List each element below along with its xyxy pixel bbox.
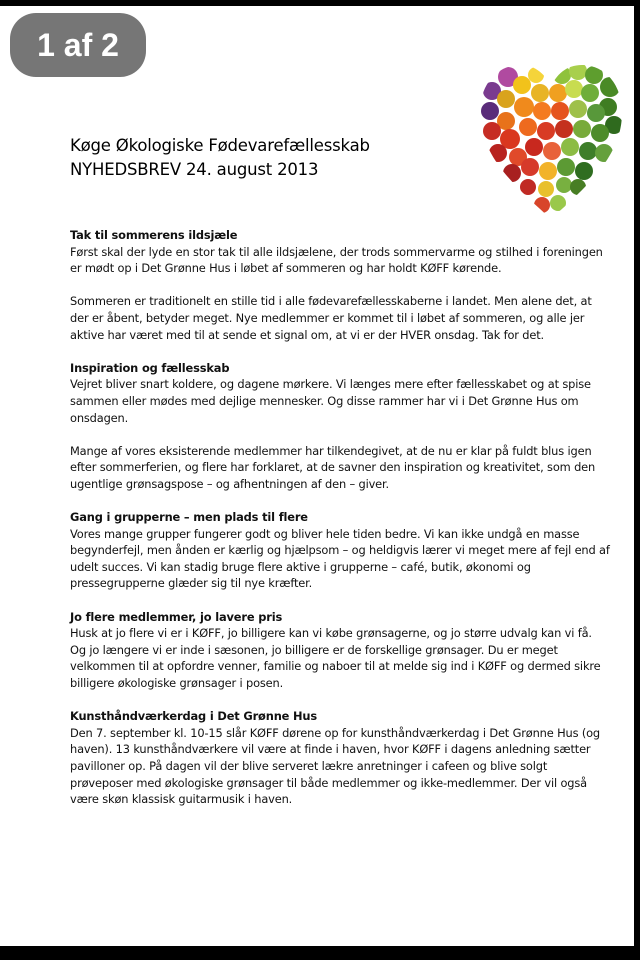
paragraph: Husk at jo flere vi er i KØFF, jo billigere kan vi købe grønsagerne, og jo større udvalg kan vi få. Og jo længere vi er inde i sæsonen, jo billigere er de forskellige grønsager. Du er meget velkommen til at opfordre venner, familie og naboer til at melde sig ind i KØFF og dermed sikre billigere økologiske grønsager i posen. bbox=[70, 626, 601, 691]
section-heading: Jo flere medlemmer, jo lavere pris bbox=[70, 609, 283, 624]
newsletter-title: Køge Økologiske Fødevarefællesskab bbox=[70, 136, 370, 155]
bottom-bar bbox=[0, 946, 640, 960]
section-grupperne bbox=[70, 509, 610, 592]
paragraph: Vejret bliver snart koldere, og dagene mørkere. Vi længes mere efter fællesskabet og at spise sammen eller mødes med dejlige mennesker. Og disse rammer har vi i Det Grønne Hus om onsdagen. bbox=[70, 377, 591, 425]
newsletter-date: NYHEDSBREV 24. august 2013 bbox=[70, 160, 319, 179]
section-kunsthaandvaerkerdag bbox=[70, 708, 610, 808]
paragraph: Mange af vores eksisterende medlemmer har tilkendegivet, at de nu er klar på fuldt blus igen efter sommerferien, og flere har forklaret, at de savner den inspiration og kreativitet, som den ugentlige grønsagspose – og afhentningen af den – giver. bbox=[70, 443, 596, 491]
paragraph: Først skal der lyde en stor tak til alle ildsjælene, der trods sommervarme og stilhed i foreningen er mødt op i Det Grønne Hus i løbet af sommeren og har holdt KØFF kørende. bbox=[70, 244, 603, 276]
paragraph: Den 7. september kl. 10-15 slår KØFF dørene op for kunsthåndværkerdag i Det Grønne Hus (og haven). 13 kunsthåndværkere vil være at finde i haven, hvor KØFF i dagens anledning sætter pavilloner op. På dagen vil der blive serveret lækre anretninger i cafeen og blive solgt prøveposer med økologiske grønsager til både medlemmer og ikke-medlemmer. Der vil også være skøn klassisk guitarmusik i haven. bbox=[70, 725, 601, 807]
vegetable-heart-icon bbox=[478, 61, 624, 221]
page-indicator-badge: 1 af 2 bbox=[10, 13, 146, 77]
newsletter-body bbox=[70, 227, 610, 824]
document-page bbox=[0, 6, 634, 946]
section-medlemmer-pris bbox=[70, 609, 610, 692]
section-heading: Inspiration og fællesskab bbox=[70, 360, 230, 375]
section-tak-til-ildsjaele bbox=[70, 227, 610, 343]
paragraph: Sommeren er traditionelt en stille tid i alle fødevarefællesskaberne i landet. Men alene det, at der er åbent, betyder meget. Nye medlemmer er kommet til i løbet af sommeren, og alle jer aktive har været med til at sende et signal om, at vi er der HVER onsdag. Tak for det. bbox=[70, 294, 592, 342]
newsletter-header bbox=[70, 134, 370, 182]
section-heading: Gang i grupperne – men plads til flere bbox=[70, 510, 308, 525]
section-heading: Kunsthåndværkerdag i Det Grønne Hus bbox=[70, 709, 318, 724]
paragraph: Vores mange grupper fungerer godt og bliver hele tiden bedre. Vi kan ikke undgå en masse begynderfejl, men ånden er kærlig og hjælpsom – og heldigvis lærer vi meget mere af fejl end af udelt succes. Vi kan stadig bruge flere aktive i grupperne – café, butik, økonomi og pressegrupperne glæder sig til nye kræfter. bbox=[70, 526, 610, 591]
section-heading: Tak til sommerens ildsjæle bbox=[70, 228, 238, 242]
section-inspiration bbox=[70, 360, 610, 493]
